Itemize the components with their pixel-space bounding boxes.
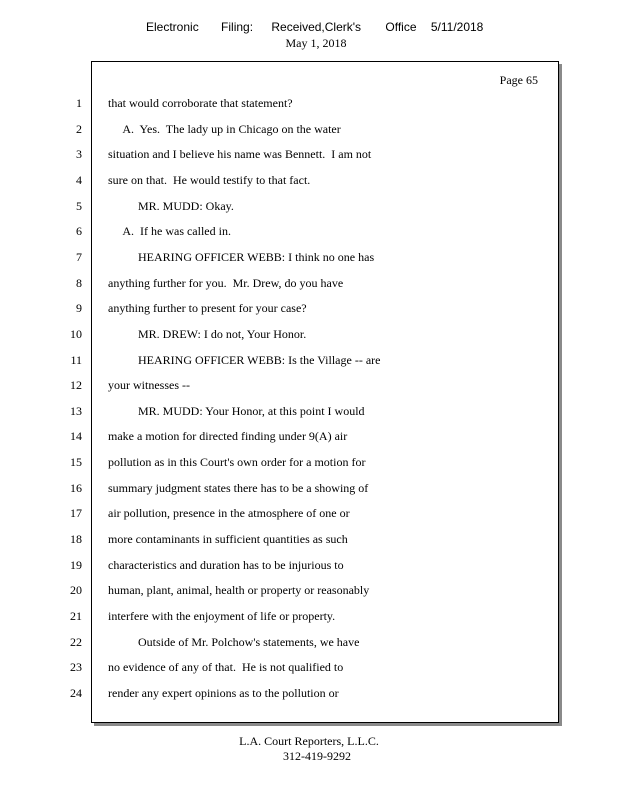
line-number: 1	[76, 96, 82, 110]
transcript-line: situation and I believe his name was Bennett. I am not	[108, 147, 372, 162]
filing-electronic: Electronic	[146, 20, 199, 34]
line-number: 9	[76, 301, 82, 316]
line-number: 19	[70, 557, 82, 572]
transcript-line: MR. MUDD: Okay.	[108, 198, 234, 213]
transcript-line: anything further for you. Mr. Drew, do you have	[108, 275, 344, 290]
line-number: 3	[76, 147, 82, 162]
line-number: 7	[76, 249, 82, 264]
line-number: 20	[70, 583, 82, 598]
line-number: 13	[70, 403, 82, 418]
transcript-line: no evidence of any of that. He is not qualified to	[108, 660, 344, 675]
line-number: 24	[70, 685, 82, 700]
line-number: 15	[70, 455, 82, 470]
filing-header	[0, 20, 618, 54]
transcript-line: HEARING OFFICER WEBB: Is the Village -- are	[108, 352, 381, 367]
transcript-line: HEARING OFFICER WEBB: I think no one has	[108, 249, 375, 264]
line-number: 21	[70, 609, 82, 623]
transcript-line: MR. DREW: I do not, Your Honor.	[108, 326, 307, 341]
line-number: 6	[76, 224, 82, 239]
line-number: 16	[70, 480, 82, 495]
line-number: 5	[76, 198, 82, 213]
filing-label: Filing:	[221, 20, 254, 34]
line-number: 2	[76, 121, 82, 136]
transcript-line: characteristics and duration has to be injurious to	[108, 557, 344, 572]
transcript-line: A. Yes. The lady up in Chicago on the water	[108, 121, 341, 136]
transcript-line: Outside of Mr. Polchow's statements, we have	[108, 634, 360, 649]
line-number: 18	[70, 532, 82, 547]
transcript-line: render any expert opinions as to the pollution or	[108, 685, 339, 700]
transcript-line: anything further to present for your case?	[108, 301, 307, 316]
transcript-line: your witnesses --	[108, 378, 190, 393]
filing-received: Received,Clerk's	[271, 20, 362, 34]
line-number: 10	[70, 326, 82, 341]
line-number: 14	[70, 429, 82, 444]
page-number: Page 65	[499, 73, 538, 87]
line-number: 23	[70, 660, 82, 675]
transcript-line: A. If he was called in.	[108, 224, 231, 239]
filing-stamp	[146, 20, 483, 34]
transcript-line: MR. MUDD: Your Honor, at this point I would	[108, 403, 365, 418]
transcript-line: sure on that. He would testify to that fact.	[108, 172, 311, 187]
transcript-line: more contaminants in sufficient quantities as such	[108, 532, 348, 547]
footer-phone: 312-419-9292	[283, 749, 351, 763]
line-number: 8	[76, 275, 82, 290]
filing-office: Office	[385, 20, 417, 34]
transcript-line: human, plant, animal, health or property or reasonably	[108, 583, 370, 598]
transcript-page	[91, 61, 559, 723]
line-number: 22	[70, 634, 82, 649]
line-number: 17	[70, 506, 82, 521]
transcript-line: interfere with the enjoyment of life or property.	[108, 609, 336, 623]
filing-date: 5/11/2018	[430, 20, 484, 34]
transcript-line: that would corroborate that statement?	[108, 96, 293, 110]
hearing-date: May 1, 2018	[285, 36, 347, 50]
transcript-line: pollution as in this Court's own order for a motion for	[108, 455, 366, 470]
transcript-line: air pollution, presence in the atmosphere of one or	[108, 506, 350, 521]
footer-company: L.A. Court Reporters, L.L.C.	[239, 734, 379, 748]
line-number: 12	[70, 378, 82, 393]
transcript-line: summary judgment states there has to be a showing of	[108, 480, 369, 495]
line-number: 4	[76, 172, 82, 187]
line-number: 11	[70, 352, 82, 367]
transcript-line: make a motion for directed finding under 9(A) air	[108, 429, 348, 444]
